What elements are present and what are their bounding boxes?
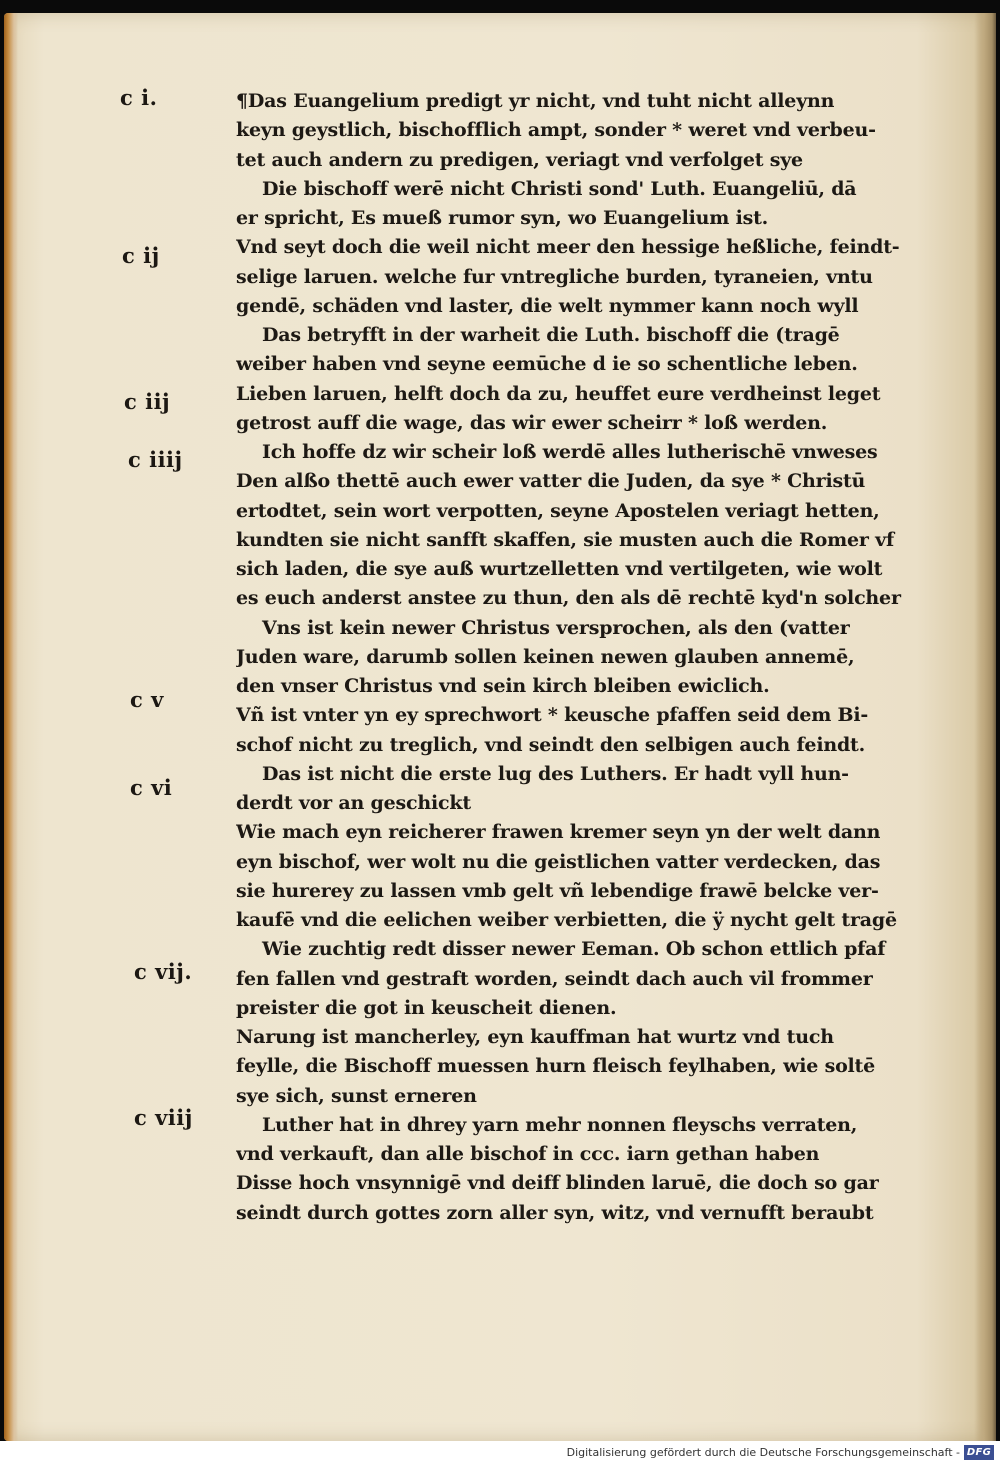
text-line: getrost auff die wage, das wir ewer scheirr * loß werden. xyxy=(236,411,828,434)
margin-note: c vij. xyxy=(134,959,193,984)
text-line: weiber haben vnd seyne eemūche d ie so schentliche leben. xyxy=(236,353,858,376)
text-line: vnd verkauft, dan alle bischof in ccc. iarn gethan haben xyxy=(236,1143,820,1165)
text-line: kundten sie nicht sanfft skaffen, sie musten auch die Romer vf xyxy=(236,528,894,551)
text-line: Juden ware, darumb sollen keinen newen glauben annemē, xyxy=(236,645,855,668)
text-line: feylle, die Bischoff muessen hurn fleisch feylhaben, wie soltē xyxy=(236,1055,876,1078)
margin-note: c vi xyxy=(130,775,173,800)
text-line: ¶Das Euangelium predigt yr nicht, vnd tuht nicht alleynn xyxy=(236,90,835,112)
margin-note: c iiij xyxy=(128,447,183,472)
text-line: Wie zuchtig redt disser newer Eeman. Ob schon ettlich pfaf xyxy=(262,938,886,961)
text-line: Vns ist kein newer Christus versprochen, als den (vatter xyxy=(262,616,850,639)
footer-bar xyxy=(0,1441,1000,1466)
text-line: es euch anderst anstee zu thun, den als dē rechtē kyd'n solcher xyxy=(236,587,901,610)
text-line: sie hurerey zu lassen vmb gelt vñ lebendige frawē belcke ver- xyxy=(236,879,879,902)
text-line: Disse hoch vnsynnigē vnd deiff blinden laruē, die doch so gar xyxy=(236,1172,879,1195)
text-line: fen fallen vnd gestraft worden, seindt dach auch vil frommer xyxy=(236,967,873,990)
text-line: sye sich, sunst erneren xyxy=(236,1084,477,1107)
text-line: keyn geystlich, bischofflich ampt, sonder * weret vnd verbeu- xyxy=(236,119,876,142)
text-line: preister die got in keuscheit dienen. xyxy=(236,996,617,1019)
text-line: schof nicht zu treglich, vnd seindt den selbigen auch feindt. xyxy=(236,733,866,756)
body-text xyxy=(236,87,936,1228)
scanned-page xyxy=(4,13,996,1441)
margin-notes xyxy=(4,13,224,1441)
text-line: Die bischoff werē nicht Christi sond' Luth. Euangeliū, dā xyxy=(262,177,857,200)
text-line: Lieben laruen, helft doch da zu, heuffet eure verdheinst leget xyxy=(236,382,881,405)
text-line: derdt vor an geschickt xyxy=(236,792,471,814)
text-line: Wie mach eyn reicherer frawen kremer seyn yn der welt dann xyxy=(236,821,881,844)
text-line: Ich hoffe dz wir scheir loß werdē alles lutherischē vnweses xyxy=(262,441,878,463)
text-line: gendē, schäden vnd laster, die welt nymmer kann noch wyll xyxy=(236,294,859,317)
text-line: Das betryfft in der warheit die Luth. bischoff die (tragē xyxy=(262,324,840,346)
margin-note: c ij xyxy=(122,243,160,268)
text-line: Vñ ist vnter yn ey sprechwort * keusche pfaffen seid dem Bi- xyxy=(236,704,869,727)
margin-note: c iij xyxy=(124,389,171,414)
margin-note: c v xyxy=(130,687,164,712)
text-line: Vnd seyt doch die weil nicht meer den hessige heßliche, feindt- xyxy=(236,236,900,259)
margin-note: c viij xyxy=(134,1105,193,1130)
text-line: ertodtet, sein wort verpotten, seyne Apostelen veriagt hetten, xyxy=(236,499,880,522)
text-line: eyn bischof, wer wolt nu die geistlichen vatter verdecken, das xyxy=(236,850,881,873)
dfg-logo: DFG xyxy=(964,1445,994,1460)
funding-credit: Digitalisierung gefördert durch die Deutsche Forschungsgemeinschaft - xyxy=(566,1446,960,1459)
page-fore-edge xyxy=(974,13,996,1441)
text-line: kaufē vnd die eelichen weiber verbietten, die ÿ nycht gelt tragē xyxy=(236,909,897,931)
text-line: sich laden, die sye auß wurtzelletten vnd vertilgeten, wie wolt xyxy=(236,558,883,580)
text-line: seindt durch gottes zorn aller syn, witz, vnd vernufft beraubt xyxy=(236,1201,874,1224)
text-line: er spricht, Es mueß rumor syn, wo Euangelium ist. xyxy=(236,207,769,229)
text-line: selige laruen. welche fur vntregliche burden, tyraneien, vntu xyxy=(236,265,873,288)
text-line: tet auch andern zu predigen, veriagt vnd verfolget sye xyxy=(236,148,803,171)
text-line: Luther hat in dhrey yarn mehr nonnen fleyschs verraten, xyxy=(262,1113,858,1136)
text-line: Narung ist mancherley, eyn kauffman hat wurtz vnd tuch xyxy=(236,1026,834,1048)
text-line: den vnser Christus vnd sein kirch bleiben ewiclich. xyxy=(236,675,770,697)
text-line: Das ist nicht die erste lug des Luthers. Er hadt vyll hun- xyxy=(262,762,849,785)
margin-note: c i. xyxy=(120,85,158,110)
text-line: Den alßo thettē auch ewer vatter die Juden, da sye * Christū xyxy=(236,470,866,493)
